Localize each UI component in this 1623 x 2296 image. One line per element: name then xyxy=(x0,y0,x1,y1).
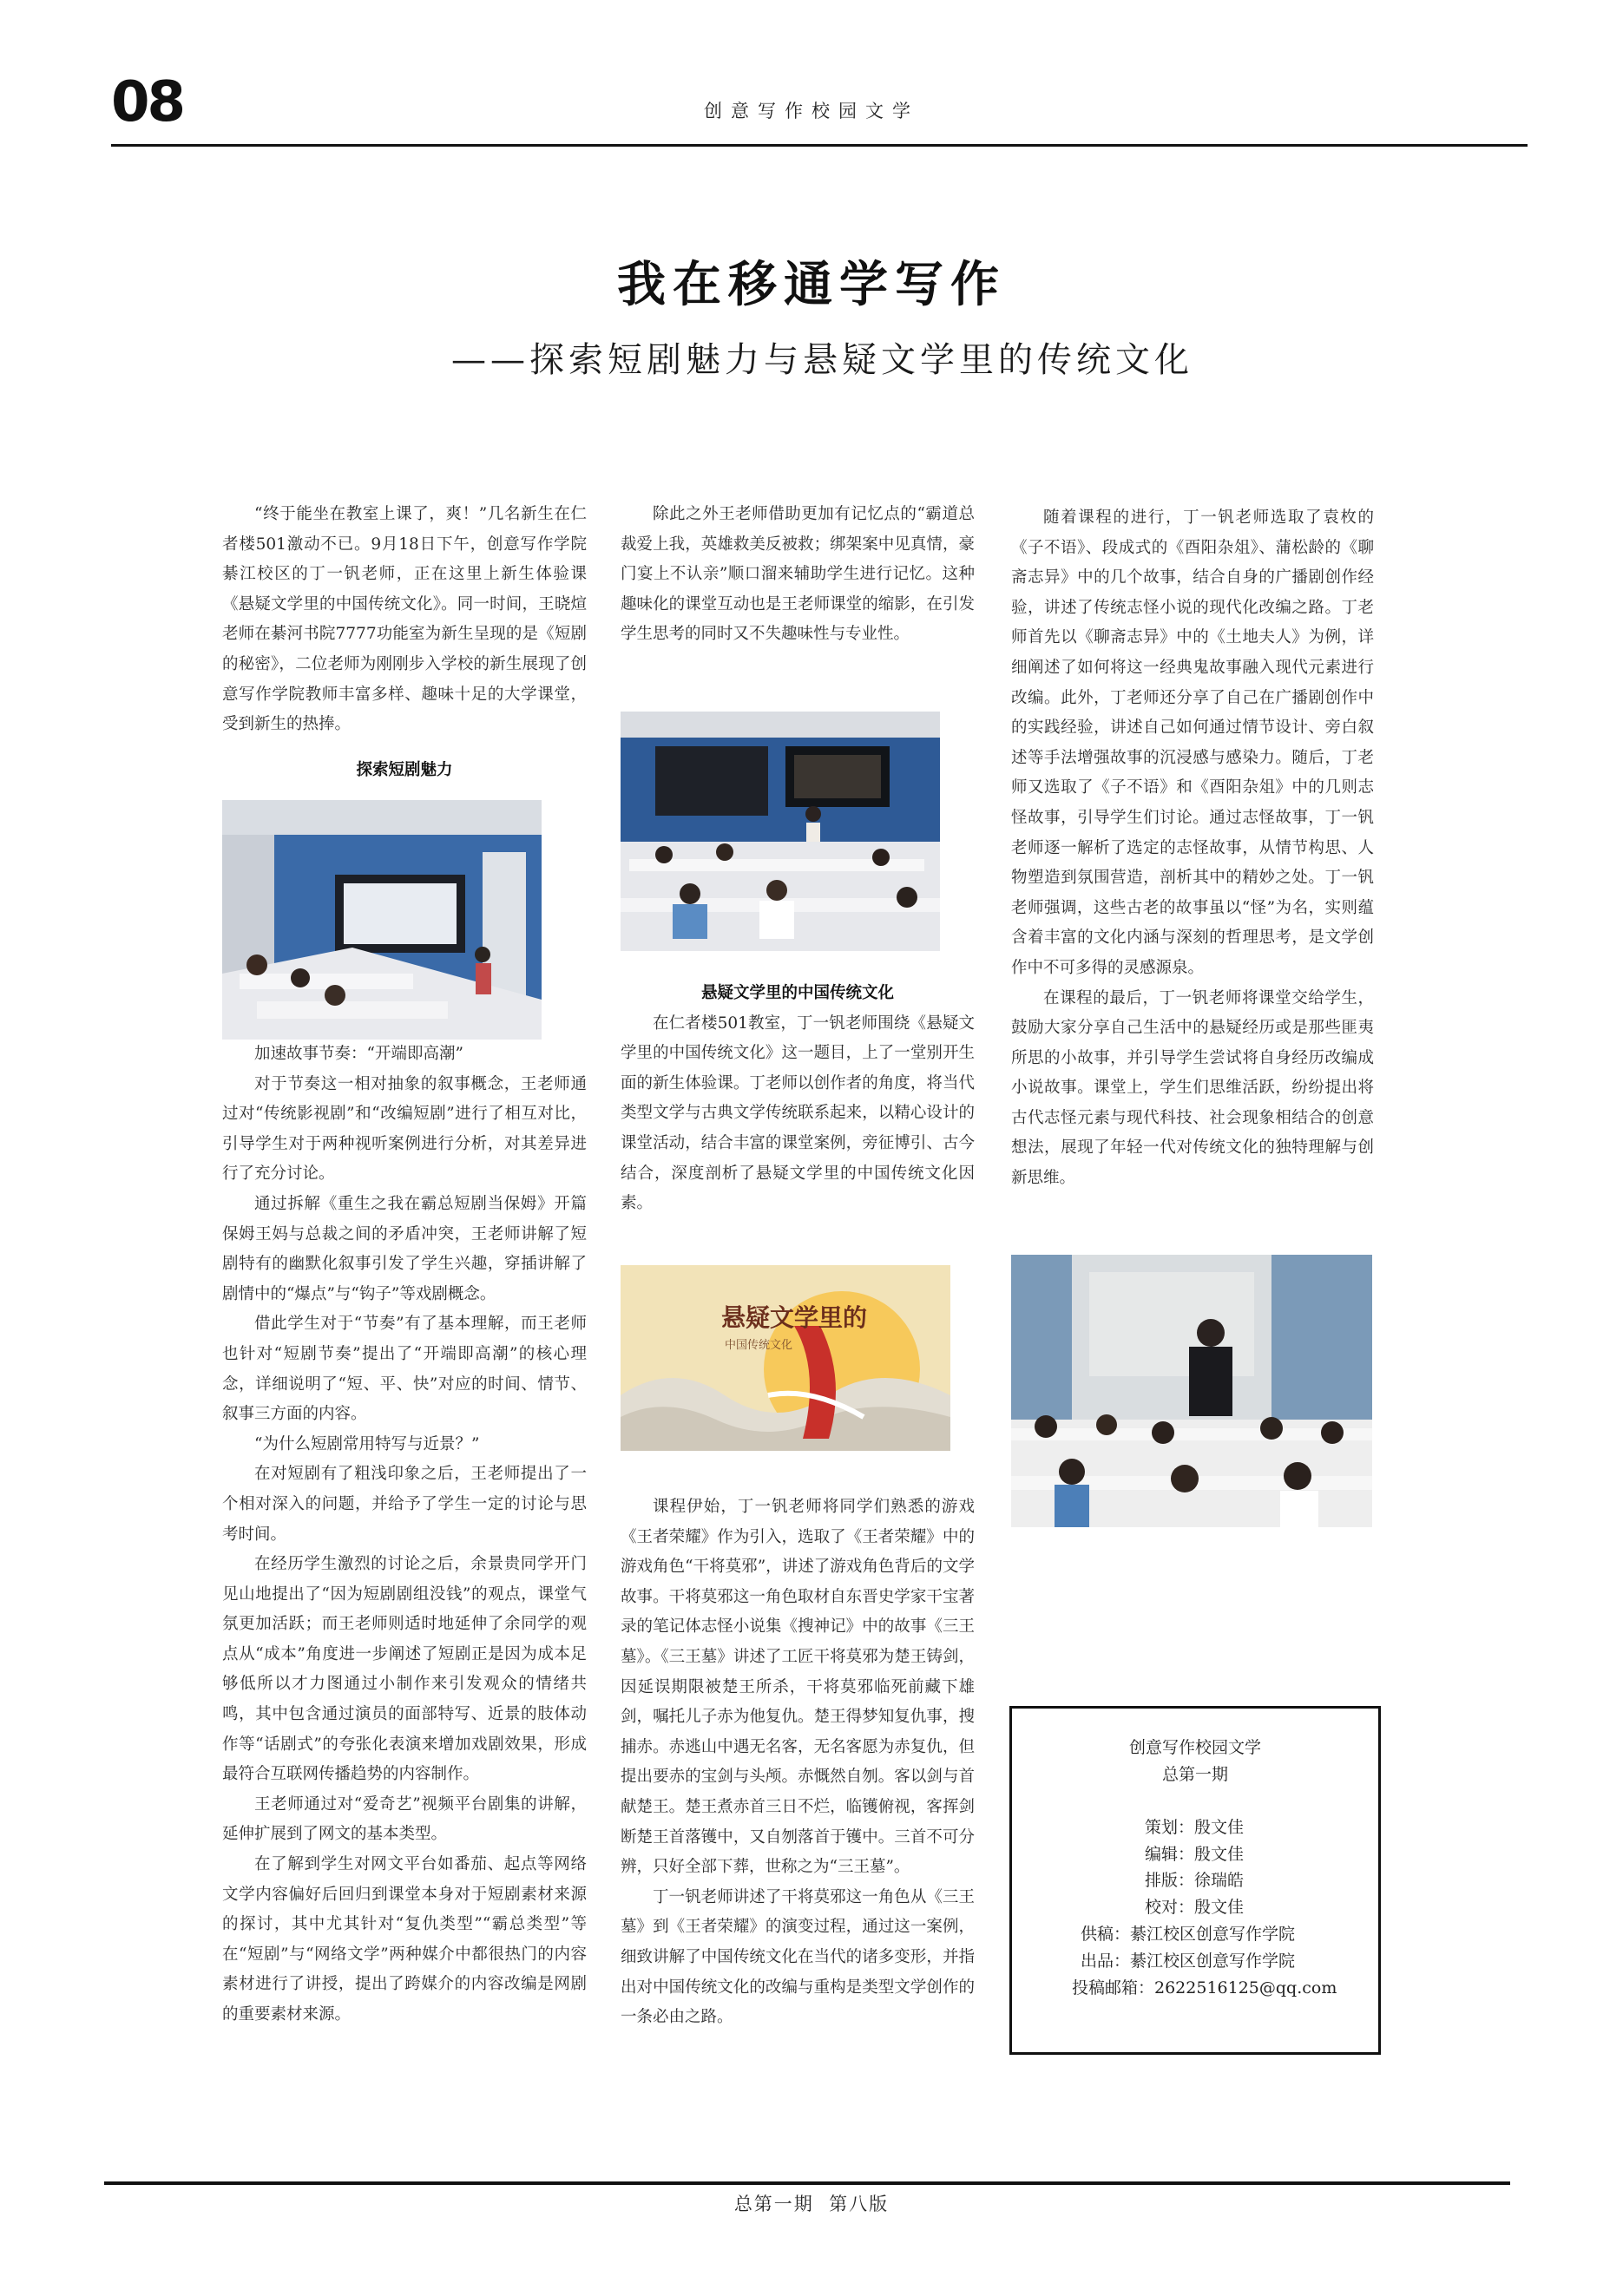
footer-issue-page: 总第一期 第八版 xyxy=(733,2194,890,2214)
column-1-bottom xyxy=(222,1040,587,2030)
paragraph: 在对短剧有了粗浅印象之后，王老师提出了一个相对深入的问题，并给予了学生一定的讨论与思考时间。 xyxy=(222,1465,587,1544)
intro-paragraph: “终于能坐在教室上课了，爽！”几名新生在仁者楼501激动不已。9月18日下午，创意写作学院綦江校区的丁一钒老师，正在这里上新生体验课《悬疑文学里的中国传统文化》。同一时间，王晓煊老师在綦河书院7777功能室为新生呈现的是《短剧的秘密》，二位老师为刚刚步入学校的新生展现了创意写作学院教师丰富多样、趣味十足的大学课堂，受到新生的热捧。 xyxy=(222,505,587,734)
header-rule xyxy=(111,144,1528,147)
info-publication-name: 创意写作校园文学 xyxy=(1128,1738,1261,1757)
paragraph: 在经历学生激烈的讨论之后，余景贵同学开门见山地提出了“因为短剧剧组没钱”的观点，课堂气氛更加活跃；而王老师则适时地延伸了余同学的观点从“成本”角度进一步阐述了短剧正是因为成本足够低所以才力图通过小制作来引发观众的情绪共鸣，其中包含通过演员的面部特写、近景的肢体动作等“话剧式”的夸张化表演来增加戏剧效果，形成最符合互联网传播趋势的内容制作。 xyxy=(222,1555,587,1784)
paragraph: 丁一钒老师讲述了干将莫邪这一角色从《三王墓》到《王者荣耀》的演变过程，通过这一案例，细致讲解了中国传统文化在当代的诸多变形，并指出对中国传统文化的改编与重构是类型文学创作的一条必由之路。 xyxy=(621,1887,975,2027)
section-heading-suspense: 悬疑文学里的中国传统文化 xyxy=(700,984,894,1002)
column-1-top xyxy=(222,500,587,785)
paragraph: 在了解到学生对网文平台如番茄、起点等网络文学内容偏好后回归到课堂本身对于短剧素材来源的探讨，其中尤其针对“复仇类型”“霸总类型”等在“短剧”与“网络文学”两种媒介中都很热门的内容素材进行了讲授，提出了跨媒介的内容改编是网剧的重要素材来源。 xyxy=(222,1855,587,2024)
column-3 xyxy=(1011,503,1374,1194)
footer-rule xyxy=(104,2181,1510,2185)
paragraph: 王老师通过对“爱奇艺”视频平台剧集的讲解，延伸扩展到了网文的基本类型。 xyxy=(222,1794,587,1844)
poster-title: 悬疑文学里的 xyxy=(721,1303,868,1332)
paragraph: 通过拆解《重生之我在霸总短剧当保姆》开篇保姆王妈与总裁之间的矛盾冲突，王老师讲解了短剧特有的幽默化叙事引发了学生兴趣，穿插讲解了剧情中的“爆点”与“钩子”等戏剧概念。 xyxy=(222,1194,587,1303)
section-heading-short-drama: 探索短剧魅力 xyxy=(356,760,453,779)
paragraph: 在课程的最后，丁一钒老师将课堂交给学生，鼓励大家分享自己生活中的悬疑经历或是那些匪夷所思的小故事，并引导学生尝试将自身经历改编成小说故事。课堂上，学生们思维活跃，纷纷提出将古代志怪元素与现代科技、社会现象相结合的创意想法，展现了年轻一代对传统文化的独特理解与创新思维。 xyxy=(1011,988,1374,1188)
info-supply: 供稿：綦江校区创意写作学院 xyxy=(1081,1925,1296,1944)
paragraph: 除此之外王老师借助更加有记忆点的“霸道总裁爱上我，英雄救美反被救；绑架案中见真情，豪门宴上不认亲”顺口溜来辅助学生进行记忆。这种趣味化的课堂互动也是王老师课堂的缩影，在引发学生思考的同时又不失趣味性与专业性。 xyxy=(621,505,975,644)
page-number: 08 xyxy=(111,70,184,134)
info-planning: 策划：殷文佳 xyxy=(1145,1818,1245,1837)
poster-subtitle: 中国传统文化 xyxy=(725,1339,793,1352)
paragraph: 对于节奏这一相对抽象的叙事概念，王老师通过对“传统影视剧”和“改编短剧”进行了相互对比，引导学生对于两种视听案例进行分析，对其差异进行了充分讨论。 xyxy=(222,1074,587,1184)
info-proofread: 校对：殷文佳 xyxy=(1145,1898,1245,1917)
info-email: 投稿邮箱：2622516125@qq.com xyxy=(1072,1978,1337,1998)
column-2-top xyxy=(621,500,975,650)
paragraph: 借此学生对于“节奏”有了基本理解，而王老师也针对“短剧节奏”提出了“开端即高潮”的核心理念，详细说明了“短、平、快”对应的时间、情节、叙事三方面的内容。 xyxy=(222,1315,587,1424)
sub-heading-pace: 加速故事节奏：“开端即高潮” xyxy=(254,1045,463,1063)
article-title: 我在移通学写作 xyxy=(617,256,1006,313)
suspense-literature-poster xyxy=(621,1265,950,1451)
article-subtitle: ——探索短剧魅力与悬疑文学里的传统文化 xyxy=(451,340,1193,380)
teacher-photo xyxy=(1011,1255,1372,1527)
publication-name: 创意写作校园文学 xyxy=(704,101,919,121)
masthead-info-box xyxy=(1009,1706,1381,2055)
info-layout: 排版：徐瑞皓 xyxy=(1145,1871,1245,1890)
classroom-photo-lecture xyxy=(621,712,940,951)
column-2-bottom xyxy=(621,1492,975,2033)
info-editor: 编辑：殷文佳 xyxy=(1145,1845,1245,1864)
question-heading: “为什么短剧常用特写与近景？” xyxy=(254,1434,480,1453)
info-publisher: 出品：綦江校区创意写作学院 xyxy=(1081,1952,1296,1971)
info-issue: 总第一期 xyxy=(1161,1765,1228,1784)
paragraph: 在仁者楼501教室，丁一钒老师围绕《悬疑文学里的中国传统文化》这一题目，上了一堂别开生面的新生体验课。丁老师以创作者的角度，将当代类型文学与古典文学传统联系起来，以精心设计的课堂活动，结合丰富的课堂案例，旁征博引、古今结合，深度剖析了悬疑文学里的中国传统文化因素。 xyxy=(621,1014,975,1213)
paragraph: 随着课程的进行，丁一钒老师选取了袁枚的《子不语》、段成式的《酉阳杂俎》、蒲松龄的《聊斋志异》中的几个故事，结合自身的广播剧创作经验，讲述了传统志怪小说的现代化改编之路。丁老师首先以《聊斋志异》中的《土地夫人》为例，详细阐述了如何将这一经典鬼故事融入现代元素进行改编。此外，丁老师还分享了自己在广播剧创作中的实践经验，讲述自己如何通过情节设计、旁白叙述等手法增强故事的沉浸感与感染力。随后，丁老师又选取了《子不语》和《酉阳杂俎》中的几则志怪故事，引导学生们讨论。通过志怪故事，丁一钒老师逐一解析了选定的志怪故事，从情节构思、人物塑造到氛围营造，剖析其中的精妙之处。丁一钒老师强调，这些古老的故事虽以“怪”为名，实则蕴含着丰富的文化内涵与深刻的哲理思考，是文学创作中不可多得的灵感源泉。 xyxy=(1011,508,1374,977)
classroom-photo-short-drama xyxy=(222,800,542,1040)
paragraph: 课程伊始，丁一钒老师将同学们熟悉的游戏《王者荣耀》作为引入，选取了《王者荣耀》中的游戏角色“干将莫邪”，讲述了游戏角色背后的文学故事。干将莫邪这一角色取材自东晋史学家干宝著录的笔记体志怪小说集《搜神记》中的故事《三王墓》。《三王墓》讲述了工匠干将莫邪为楚王铸剑，因延误期限被楚王所杀，干将莫邪临死前藏下雄剑，嘱托儿子赤为他复仇。楚王得梦知复仇事，搜捕赤。赤逃山中遇无名客，无名客愿为赤复仇，但提出要赤的宝剑与头颅。赤慨然自刎。客以剑与首献楚王。楚王煮赤首三日不烂，临镬俯视，客挥剑断楚王首落镬中，又自刎落首于镬中。三首不可分辨，只好全部下葬，世称之为“三王墓”。 xyxy=(621,1498,975,1877)
column-2-middle xyxy=(621,979,975,1219)
